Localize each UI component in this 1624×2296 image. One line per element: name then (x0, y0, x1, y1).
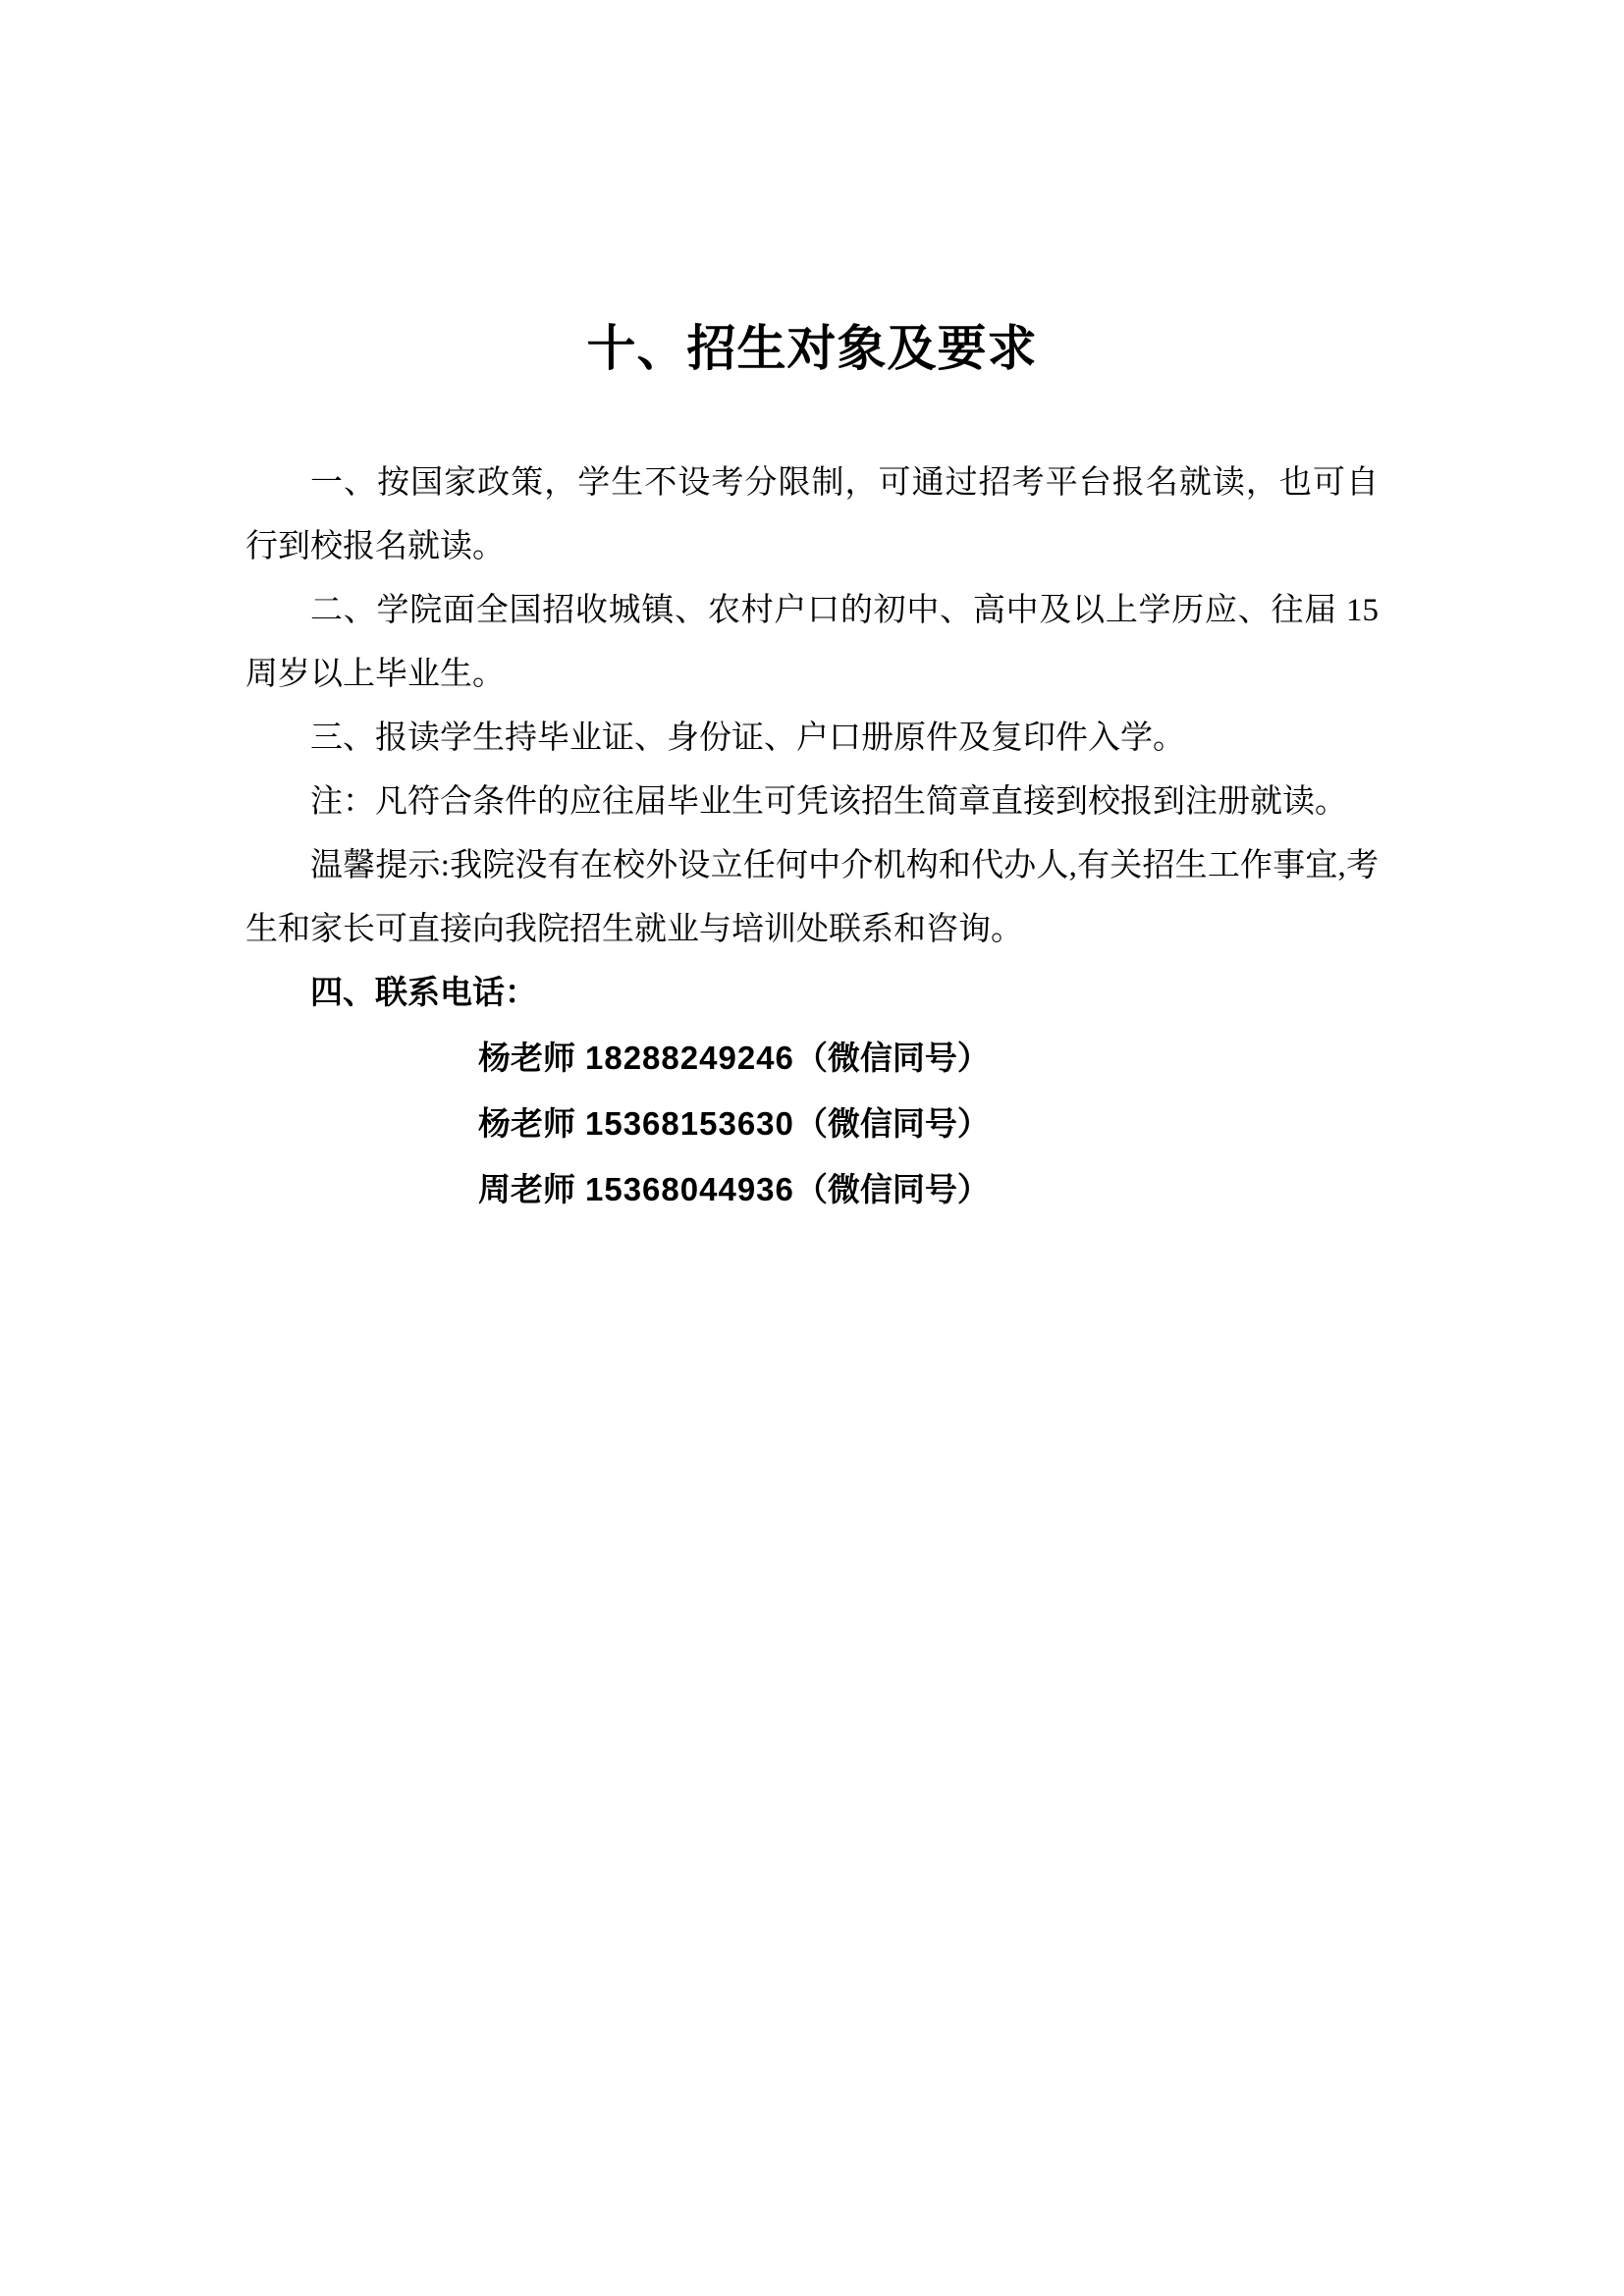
paragraph-note: 注：凡符合条件的应往届毕业生可凭该招生简章直接到校报到注册就读。 (310, 784, 1347, 820)
contact-heading: 四、联系电话： (310, 976, 537, 1011)
paragraph-admission-scope: 二、学院面全国招收城镇、农村户口的初中、高中及以上学历应、往届 15 周岁以上毕业生。 (245, 593, 1379, 692)
teacher-name: 杨老师 (478, 1107, 575, 1143)
wechat-note: （微信同号） (794, 1041, 990, 1077)
teacher-name: 周老师 (478, 1173, 575, 1208)
document-body (245, 452, 1379, 1223)
paragraph-enrollment-documents: 三、报读学生持毕业证、身份证、户口册原件及复印件入学。 (310, 721, 1185, 756)
wechat-note: （微信同号） (794, 1107, 990, 1143)
wechat-note: （微信同号） (794, 1173, 990, 1208)
section-title: 十、招生对象及要求 (586, 321, 1038, 376)
paragraph-policy: 一、按国家政策，学生不设考分限制，可通过招考平台报名就读，也可自行到校报名就读。 (245, 465, 1379, 564)
phone-number: 15368044936 (585, 1171, 794, 1207)
phone-number: 18288249246 (585, 1040, 794, 1076)
phone-number: 15368153630 (585, 1105, 794, 1142)
paragraph-warm-tip: 温馨提示:我院没有在校外设立任何中介机构和代办人,有关招生工作事宜,考生和家长可直接向我院招生就业与培训处联系和咨询。 (245, 848, 1379, 947)
teacher-name: 杨老师 (478, 1041, 575, 1077)
phone-line-2 (478, 1092, 1379, 1157)
phone-line-1 (478, 1026, 1379, 1092)
phone-line-3 (478, 1157, 1379, 1223)
